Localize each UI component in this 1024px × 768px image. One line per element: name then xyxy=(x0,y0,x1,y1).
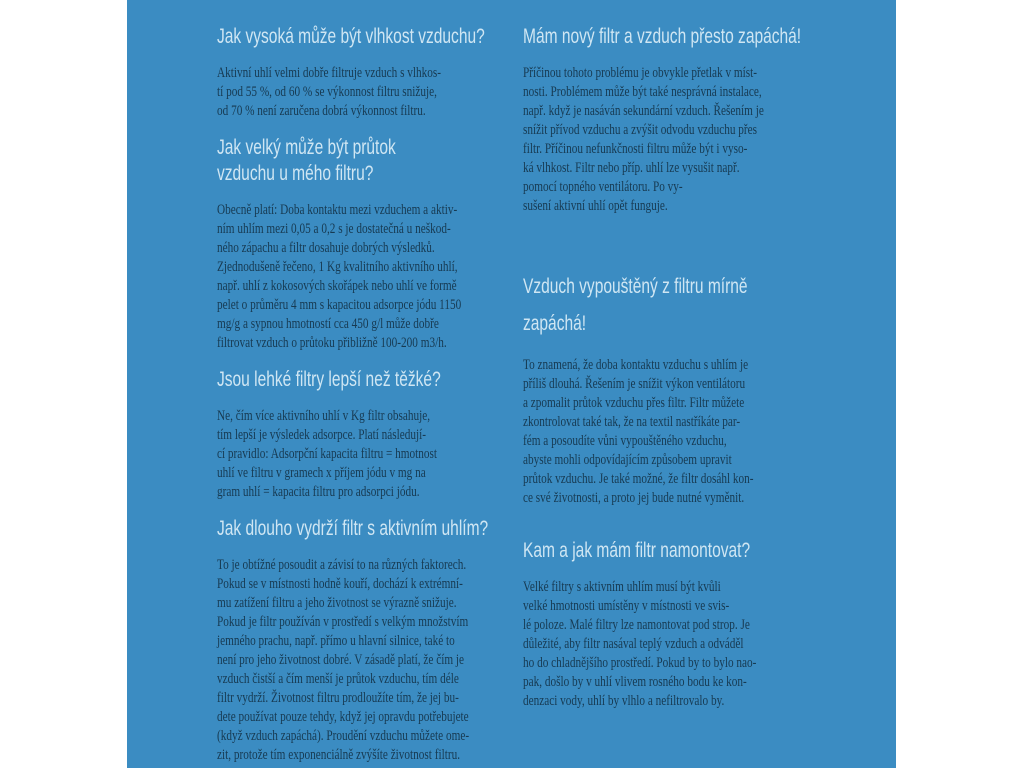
faq-answer xyxy=(217,556,470,765)
faq-answer-line: Velké filtry s aktivním uhlím musí být kvůli xyxy=(523,579,721,595)
faq-answer-line: jemného prachu, např. přímo u hlavní silnice, také to xyxy=(217,633,455,649)
faq-answer-line: To je obtížné posoudit a závisí to na různých faktorech. xyxy=(217,557,467,573)
faq-answer-line: zit, protože tím exponenciálně zvýšíte životnost filtru. xyxy=(217,747,461,763)
faq-answer-line: Ne, čím více aktivního uhlí v Kg filtr obsahuje, xyxy=(217,408,431,424)
faq-panel xyxy=(127,0,896,768)
faq-answer-line: Zjednodušeně řečeno, 1 Kg kvalitního aktivního uhlí, xyxy=(217,259,458,275)
faq-answer-line: sušení aktivní uhlí opět funguje. xyxy=(523,198,668,214)
faq-question xyxy=(217,516,489,542)
faq-answer-line: např. uhlí z kokosových skořápek nebo uhlí ve formě xyxy=(217,278,457,294)
faq-question-line: Kam a jak mám filtr namontovat? xyxy=(523,539,751,562)
faq-column-left xyxy=(217,0,523,768)
faq-question-line: Vzduch vypouštěný z filtru mírně xyxy=(523,275,748,298)
faq-answer-line: průtok vzduchu. Je také možné, že filtr dosáhl kon- xyxy=(523,471,754,487)
faq-answer-line: ného zápachu a filtr dosahuje dobrých výsledků. xyxy=(217,240,435,256)
faq-question xyxy=(217,24,485,50)
faq-answer xyxy=(217,201,462,353)
faq-section xyxy=(523,538,896,711)
faq-section xyxy=(217,24,523,121)
faq-answer-line: cí pravidlo: Adsorpční kapacita filtru = hmotnost xyxy=(217,446,438,462)
faq-answer-line: denzaci vody, uhlí by vlhlo a nefiltrovalo by. xyxy=(523,693,725,709)
faq-answer-line: Příčinou tohoto problému je obvykle přetlak v míst- xyxy=(523,65,758,81)
faq-question xyxy=(217,367,443,393)
faq-answer-line: Pokud se v místnosti hodně kouří, dochází k extrémní- xyxy=(217,576,463,592)
faq-answer-line: filtrovat vzduch o průtoku přibližně 100-200 m3/h. xyxy=(217,335,447,351)
faq-answer-line: tím lepší je výsledek adsorpce. Platí následují- xyxy=(217,427,427,443)
faq-answer-line: filtr vydrží. Životnost filtru prodloužíte tím, že jej bu- xyxy=(217,690,459,706)
faq-answer-line: snížit přívod vzduchu a zvýšit odvodu vzduchu přes xyxy=(523,122,758,138)
faq-answer-line: lé poloze. Malé filtry lze namontovat pod strop. Je xyxy=(523,617,750,633)
faq-answer-line: nosti. Problémem může být také nesprávná instalace, xyxy=(523,84,762,100)
faq-question-line: Mám nový filtr a vzduch přesto zapáchá! xyxy=(523,25,802,48)
faq-answer-line: Pokud je filtr používán v prostředí s velkým množstvím xyxy=(217,614,469,630)
faq-answer-line: (když vzduch zapáchá). Proudění vzduchu můžete ome- xyxy=(217,728,470,744)
faq-answer-line: To znamená, že doba kontaktu vzduchu s uhlím je xyxy=(523,357,749,373)
faq-answer-line: mg/g a sypnou hmotností cca 450 g/l může dobře xyxy=(217,316,439,332)
faq-question-line: Jsou lehké filtry lepší než těžké? xyxy=(217,368,441,391)
faq-answer xyxy=(523,64,803,216)
faq-answer-line: důležité, aby filtr nasával teplý vzduch a odváděl xyxy=(523,636,744,652)
faq-column-right xyxy=(523,0,896,725)
faq-answer-line: a zpomalit průtok vzduchu přes filtr. Filtr můžete xyxy=(523,395,745,411)
faq-answer-line: od 70 % není zaručena dobrá výkonnost filtru. xyxy=(217,103,426,119)
faq-answer-line: Obecně platí: Doba kontaktu mezi vzduchem a aktiv- xyxy=(217,202,458,218)
faq-section xyxy=(217,135,523,353)
faq-answer-line: mu zatížení filtru a jeho životnost se výrazně snižuje. xyxy=(217,595,457,611)
faq-question-line: zapáchá! xyxy=(523,312,587,335)
faq-answer-line: ká vlhkost. Filtr nebo příp. uhlí lze vysušit např. xyxy=(523,160,740,176)
faq-answer-line: dete používat pouze tehdy, když jej opravdu potřebujete xyxy=(217,709,469,725)
faq-answer-line: uhlí ve filtru v gramech x příjem jódu v mg na xyxy=(217,465,426,481)
faq-answer-line: gram uhlí = kapacita filtru pro adsorpci jódu. xyxy=(217,484,420,500)
faq-question xyxy=(523,268,799,342)
faq-answer xyxy=(523,578,803,711)
faq-question-line: Jak vysoká může být vlhkost vzduchu? xyxy=(217,25,485,48)
faq-question-line: Jak dlouho vydrží filtr s aktivním uhlím? xyxy=(217,517,489,540)
faq-answer-line: velké hmotnosti umístěny v místnosti ve svis- xyxy=(523,598,730,614)
faq-question xyxy=(217,135,443,187)
faq-answer-line: fém a posoudíte vůni vypouštěného vzduchu, xyxy=(523,433,727,449)
faq-question xyxy=(523,538,799,564)
faq-answer xyxy=(523,356,803,508)
faq-answer-line: abyste mohli odpovídajícím způsobem upravit xyxy=(523,452,732,468)
faq-answer-line: ho do chladnějšího prostředí. Pokud by to bylo nao- xyxy=(523,655,757,671)
faq-answer-line: pak, došlo by v uhlí vlivem rosného bodu ke kon- xyxy=(523,674,747,690)
faq-answer xyxy=(217,64,447,121)
faq-question-line: vzduchu u mého filtru? xyxy=(217,162,374,185)
faq-answer-line: příliš dlouhá. Řešením je snížit výkon ventilátoru xyxy=(523,376,746,392)
faq-answer-line: Aktivní uhlí velmi dobře filtruje vzduch s vlhkos- xyxy=(217,65,442,81)
faq-answer-line: tí pod 55 %, od 60 % se výkonnost filtru snižuje, xyxy=(217,84,437,100)
faq-answer-line: filtr. Příčinou nefunkčnosti filtru může být i vyso- xyxy=(523,141,748,157)
faq-answer-line: např. když je nasáván sekundární vzduch. Řešením je xyxy=(523,103,764,119)
faq-answer xyxy=(217,407,447,502)
faq-answer-line: ce své životnosti, a proto jej bude nutné vyměnit. xyxy=(523,490,745,506)
faq-answer-line: zkontrolovat také tak, že na textil nastříkáte par- xyxy=(523,414,741,430)
faq-section xyxy=(523,24,896,216)
faq-answer-line: pelet o průměru 4 mm s kapacitou adsorpce jódu 1150 xyxy=(217,297,462,313)
faq-section xyxy=(523,268,896,508)
faq-question-line: Jak velký může být průtok xyxy=(217,136,396,159)
faq-section xyxy=(217,516,523,765)
faq-question xyxy=(523,24,802,50)
faq-answer-line: není pro jeho životnost dobré. V zásadě platí, že čím je xyxy=(217,652,465,668)
faq-answer-line: ním uhlím mezi 0,05 a 0,2 s je dostatečná u neškod- xyxy=(217,221,451,237)
faq-answer-line: pomocí topného ventilátoru. Po vy- xyxy=(523,179,683,195)
faq-answer-line: vzduch čistší a čím menší je průtok vzduchu, tím déle xyxy=(217,671,459,687)
faq-section xyxy=(217,367,523,502)
